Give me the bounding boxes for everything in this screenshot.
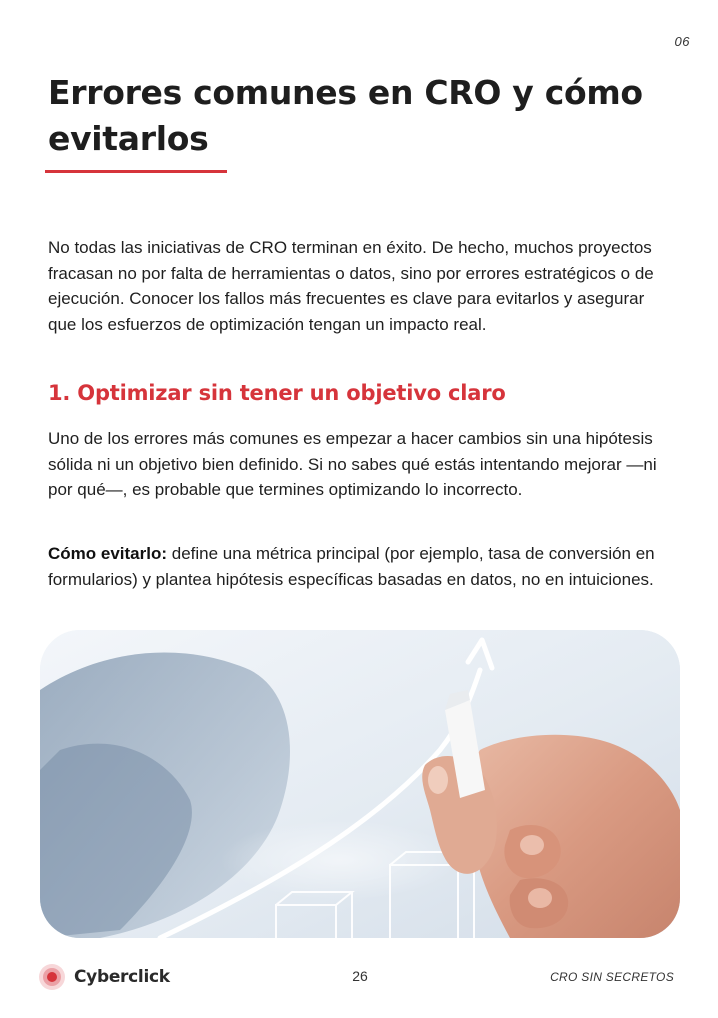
cyberclick-logo-icon <box>38 963 66 991</box>
hand-drawing-growth-arrow-photo <box>40 630 680 938</box>
section-body: Uno de los errores más comunes es empezar a hacer cambios sin una hipótesis sólida ni un objetivo bien definido. Si no sabes qué estás intentando mejorar —ni por qué—, es probable que termines optimizando lo incorrecto. <box>48 429 657 499</box>
how-to-label: Cómo evitarlo: <box>48 544 168 563</box>
how-to-text: define una métrica principal (por ejemplo, tasa de conversión en formularios) y plantea hipótesis específicas basadas en datos, no en intuiciones. <box>48 544 655 589</box>
intro-paragraph: No todas las iniciativas de CRO terminan en éxito. De hecho, muchos proyectos fracasan no por falta de herramientas o datos, sino por errores estratégicos o de ejecución. Conocer los fallos más frecuentes es clave para evitarlos y asegurar que los esfuerzos de optimización tengan un impacto real. <box>48 238 654 334</box>
footer-logo <box>38 962 170 992</box>
page-number: 26 <box>352 968 368 984</box>
title-underline <box>45 170 227 173</box>
chapter-number: 06 <box>674 34 690 49</box>
brand-name: Cyberclick <box>74 967 170 987</box>
section-heading: 1. Optimizar sin tener un objetivo claro <box>48 381 506 405</box>
how-to-paragraph <box>48 541 673 592</box>
page-title: Errores comunes en CRO y cómo evitarlos <box>48 73 643 158</box>
book-title: CRO SIN SECRETOS <box>550 970 674 984</box>
